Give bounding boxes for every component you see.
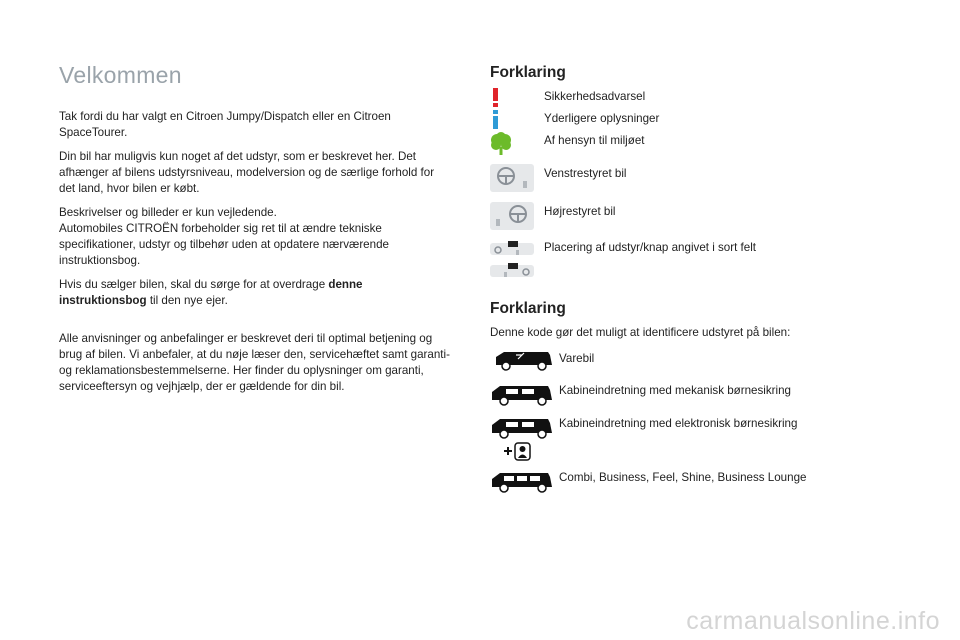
legend-item-crew-cab-electronic: Kabineindretning med elektronisk børnesikring [490,415,930,469]
legend-section [490,64,930,502]
legend-item-equipment-location: Placering af udstyr/knap angivet i sort felt [490,240,930,262]
legend-subtitle: Denne kode gør det muligt at identificere udstyret på bilen: [490,326,791,339]
legend-item-equipment-location-alt [490,262,930,300]
right-hand-drive-icon [490,202,534,235]
legend-item-crew-cab-mechanical: Kabineindretning med mekanisk børnesikring [490,382,930,415]
recommendation-paragraph: Alle anvisninger og anbefalinger er beskrevet deri til optimal betjening og brug af bilen. Vi anbefaler, at du nøje læser den, servicehæftet samt garanti- og reklamationsbestemmelserne. Her finder du oplysninger om garanti, serviceeftersyn og vejhjælp, der er gældende for din bil. [59,332,450,393]
legend-item-info: Yderligere oplysninger [490,110,930,132]
legend-item-rhd: Højrestyret bil [490,202,930,240]
crew-cab-electronic-icon [490,415,554,468]
legend-item-environment: Af hensyn til miljøet [490,132,930,164]
intro-paragraph: Tak fordi du har valgt en Citroen Jumpy/Dispatch eller en Citroen SpaceTourer. [59,110,391,139]
equipment-location-icon [490,240,534,263]
watermark: carmanualsonline.info [686,607,940,635]
legend-heading: Forklaring [490,64,566,81]
welcome-section [59,62,451,403]
environment-tree-icon [490,132,512,161]
disclaimer-paragraph: Beskrivelser og billeder er kun vejledende. Automobiles CITROËN forbeholder sig ret til at ændre tekniske specifikationer, udstyr og tilbehør uden at opdatere nærværende instruktionsbog. [59,206,389,267]
legend-item-warning: Sikkerhedsadvarsel [490,88,930,110]
equipment-location-icon [490,262,534,285]
legend-item-combi: Combi, Business, Feel, Shine, Business Lounge [490,469,930,502]
combi-van-icon [490,469,554,500]
legend-item-lhd: Venstrestyret bil [490,164,930,202]
left-hand-drive-icon [490,164,534,197]
handover-paragraph: Hvis du sælger bilen, skal du sørge for at overdrage denne instruktionsbog til den nye ejer. [59,278,363,307]
crew-cab-mechanical-icon [490,382,554,413]
panel-van-icon [494,349,554,376]
legend-item-van: Varebil [490,349,930,382]
legend-heading-2: Forklaring [490,300,566,317]
page-title: Velkommen [59,62,182,88]
equipment-paragraph: Din bil har muligvis kun noget af det udstyr, som er beskrevet her. Det afhænger af bilens udstyrsniveau, modelversion og de særlige forhold for det land, hvor bilen er købt. [59,150,435,195]
